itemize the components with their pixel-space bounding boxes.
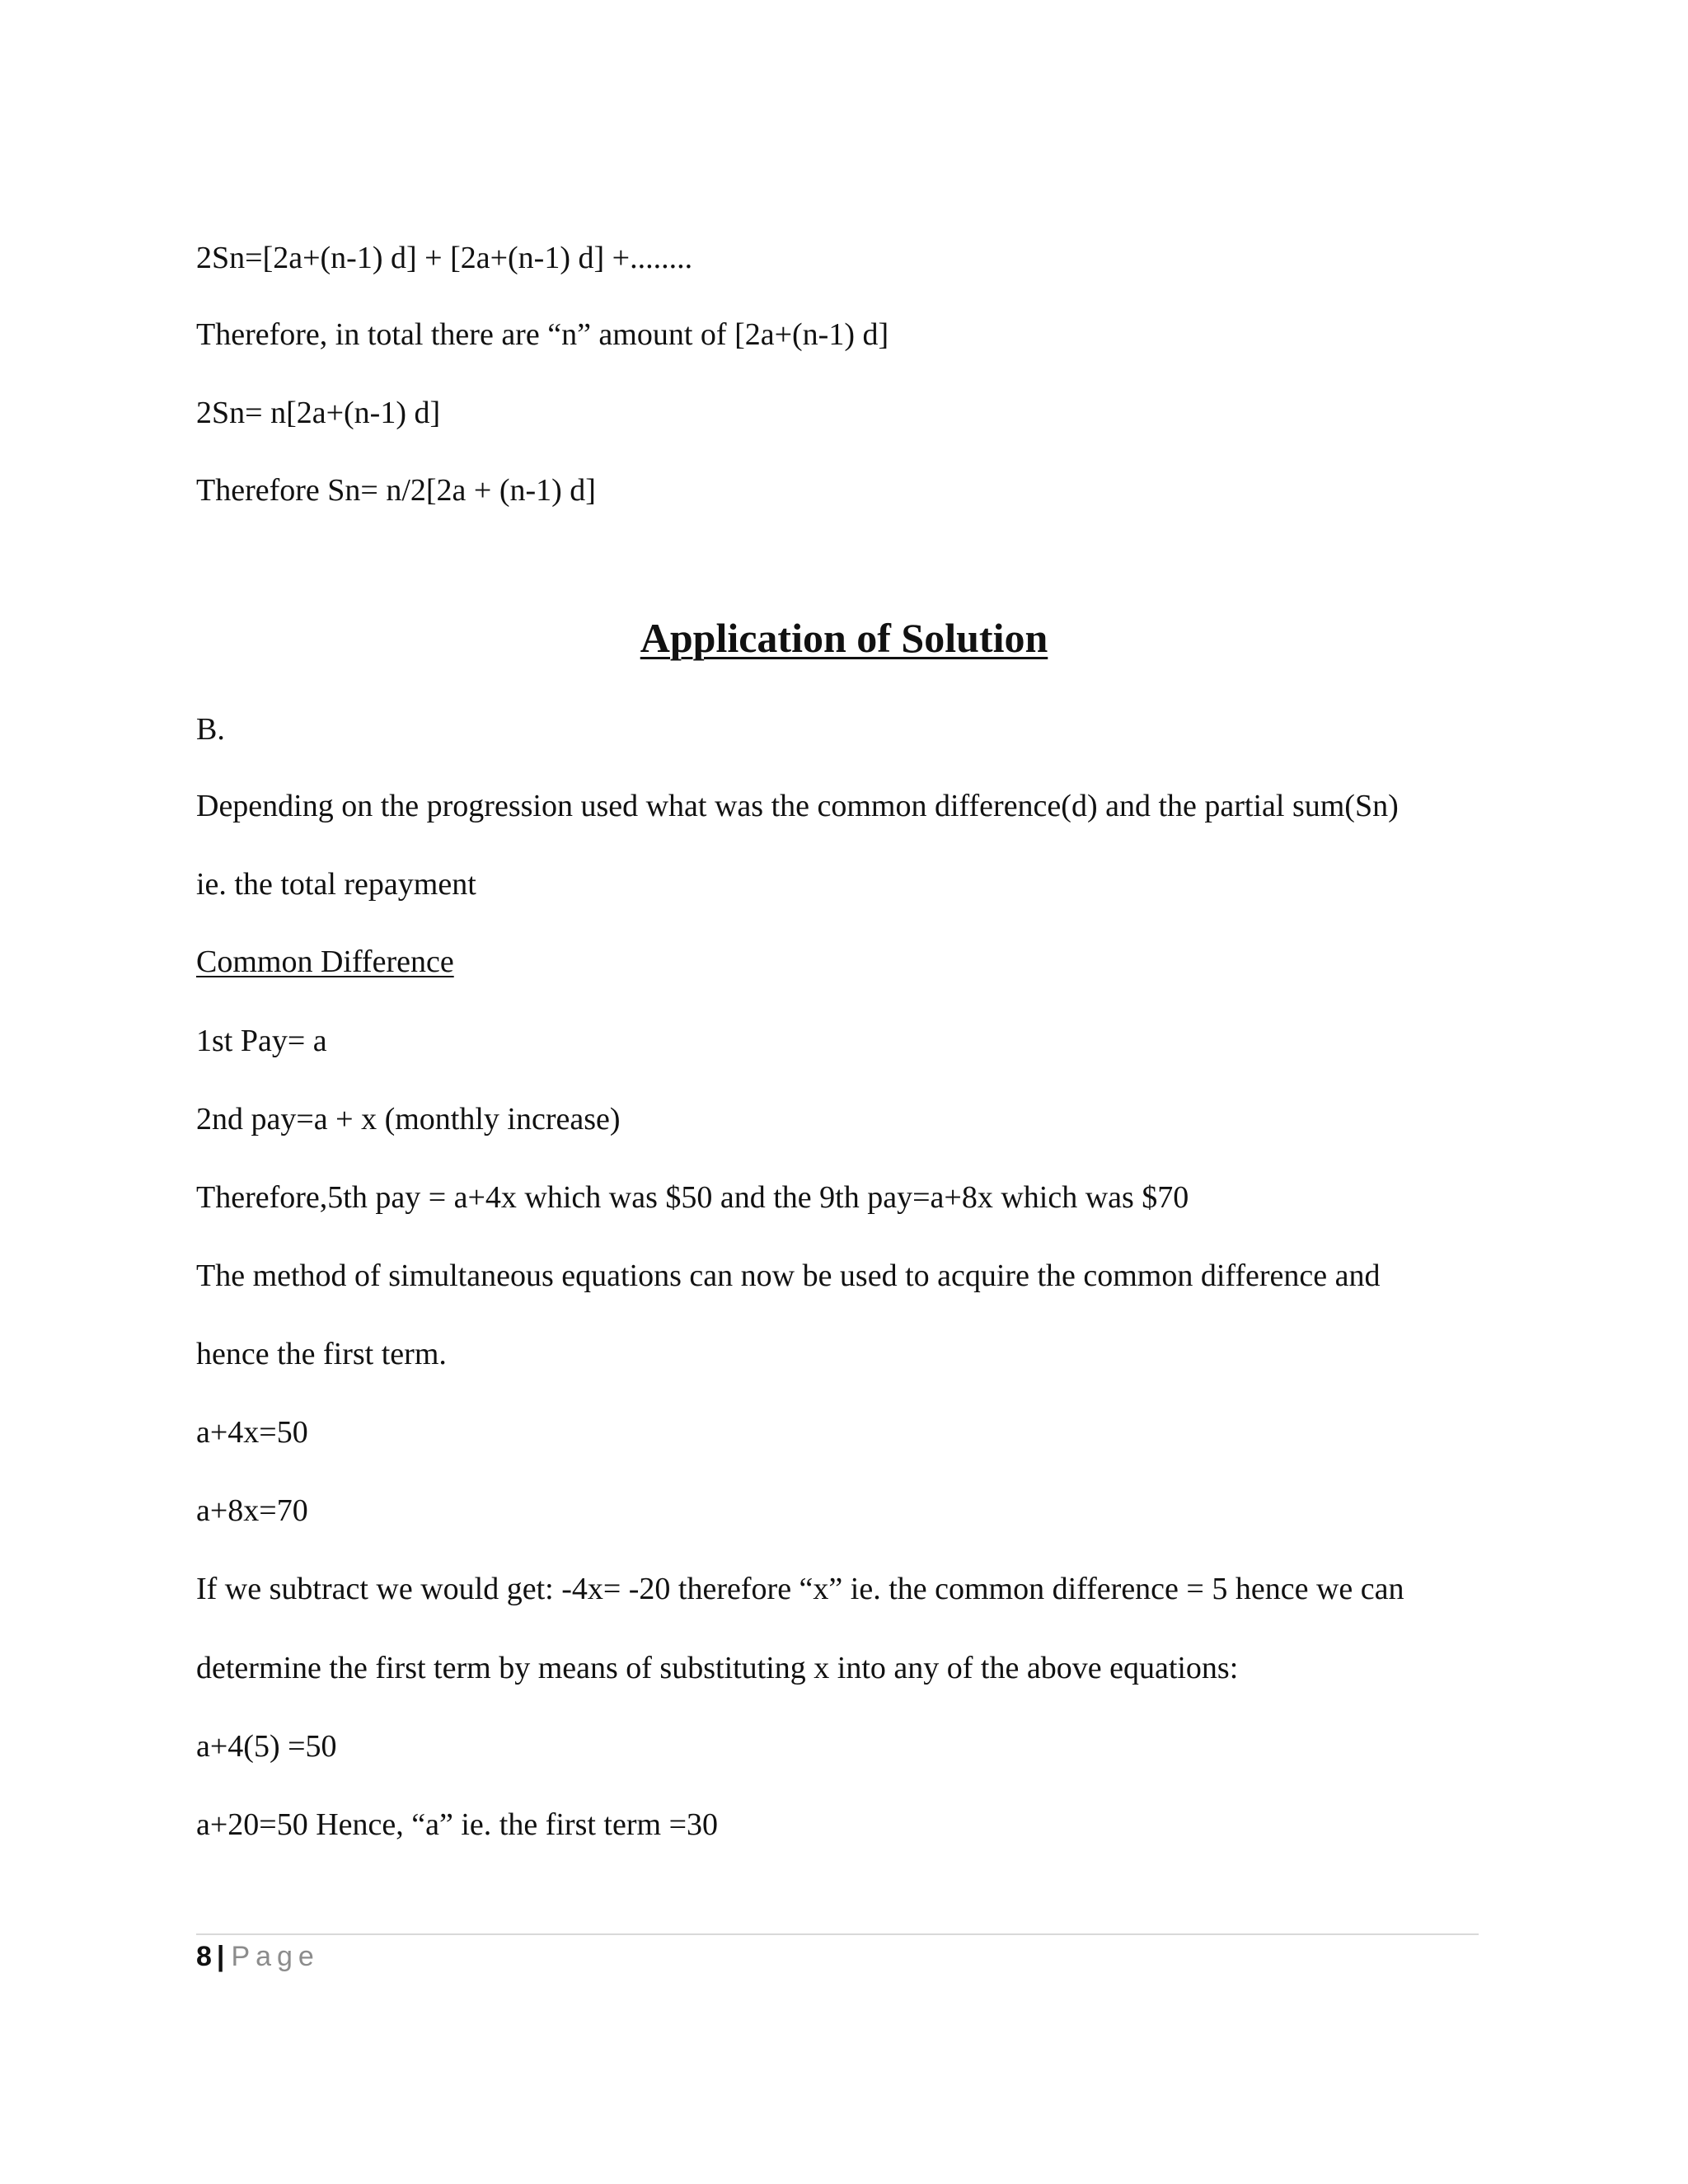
text-line-n-amount: Therefore, in total there are “n” amount of [2a+(n-1) d] — [196, 317, 889, 352]
equation-sn: Therefore Sn= n/2[2a + (n-1) d] — [196, 473, 596, 508]
page-number: 8 — [196, 1941, 212, 1972]
equation-2sn-expanded: 2Sn=[2a+(n-1) d] + [2a+(n-1) d] +........ — [196, 241, 693, 275]
equation-a-plus-4-5: a+4(5) =50 — [196, 1729, 337, 1764]
paragraph-question-line-1: Depending on the progression used what was the common difference(d) and the partial sum(Sn) — [196, 789, 1399, 823]
subheading-common-difference: Common Difference — [196, 944, 454, 979]
page-footer — [196, 1938, 320, 1975]
paragraph-method-line-2: hence the first term. — [196, 1337, 447, 1371]
section-label: B. — [196, 712, 225, 747]
text-second-pay: 2nd pay=a + x (monthly increase) — [196, 1102, 621, 1137]
equation-a-plus-4x: a+4x=50 — [196, 1415, 308, 1450]
page-label: Page — [231, 1941, 320, 1972]
text-fifth-ninth-pay: Therefore,5th pay = a+4x which was $50 and the 9th pay=a+8x which was $70 — [196, 1180, 1189, 1215]
footer-separator: | — [216, 1941, 225, 1972]
paragraph-subtract-line-1: If we subtract we would get: -4x= -20 therefore “x” ie. the common difference = 5 hence we can — [196, 1572, 1404, 1606]
section-heading: Application of Solution — [640, 615, 1048, 661]
paragraph-subtract-line-2: determine the first term by means of substituting x into any of the above equations: — [196, 1651, 1239, 1685]
text-first-term-result: a+20=50 Hence, “a” ie. the first term =30 — [196, 1807, 718, 1842]
equation-2sn: 2Sn= n[2a+(n-1) d] — [196, 396, 441, 430]
equation-a-plus-8x: a+8x=70 — [196, 1493, 308, 1528]
footer-divider — [196, 1933, 1479, 1935]
paragraph-method-line-1: The method of simultaneous equations can now be used to acquire the common difference and — [196, 1258, 1381, 1293]
paragraph-question-line-2: ie. the total repayment — [196, 867, 476, 902]
text-first-pay: 1st Pay= a — [196, 1024, 327, 1058]
